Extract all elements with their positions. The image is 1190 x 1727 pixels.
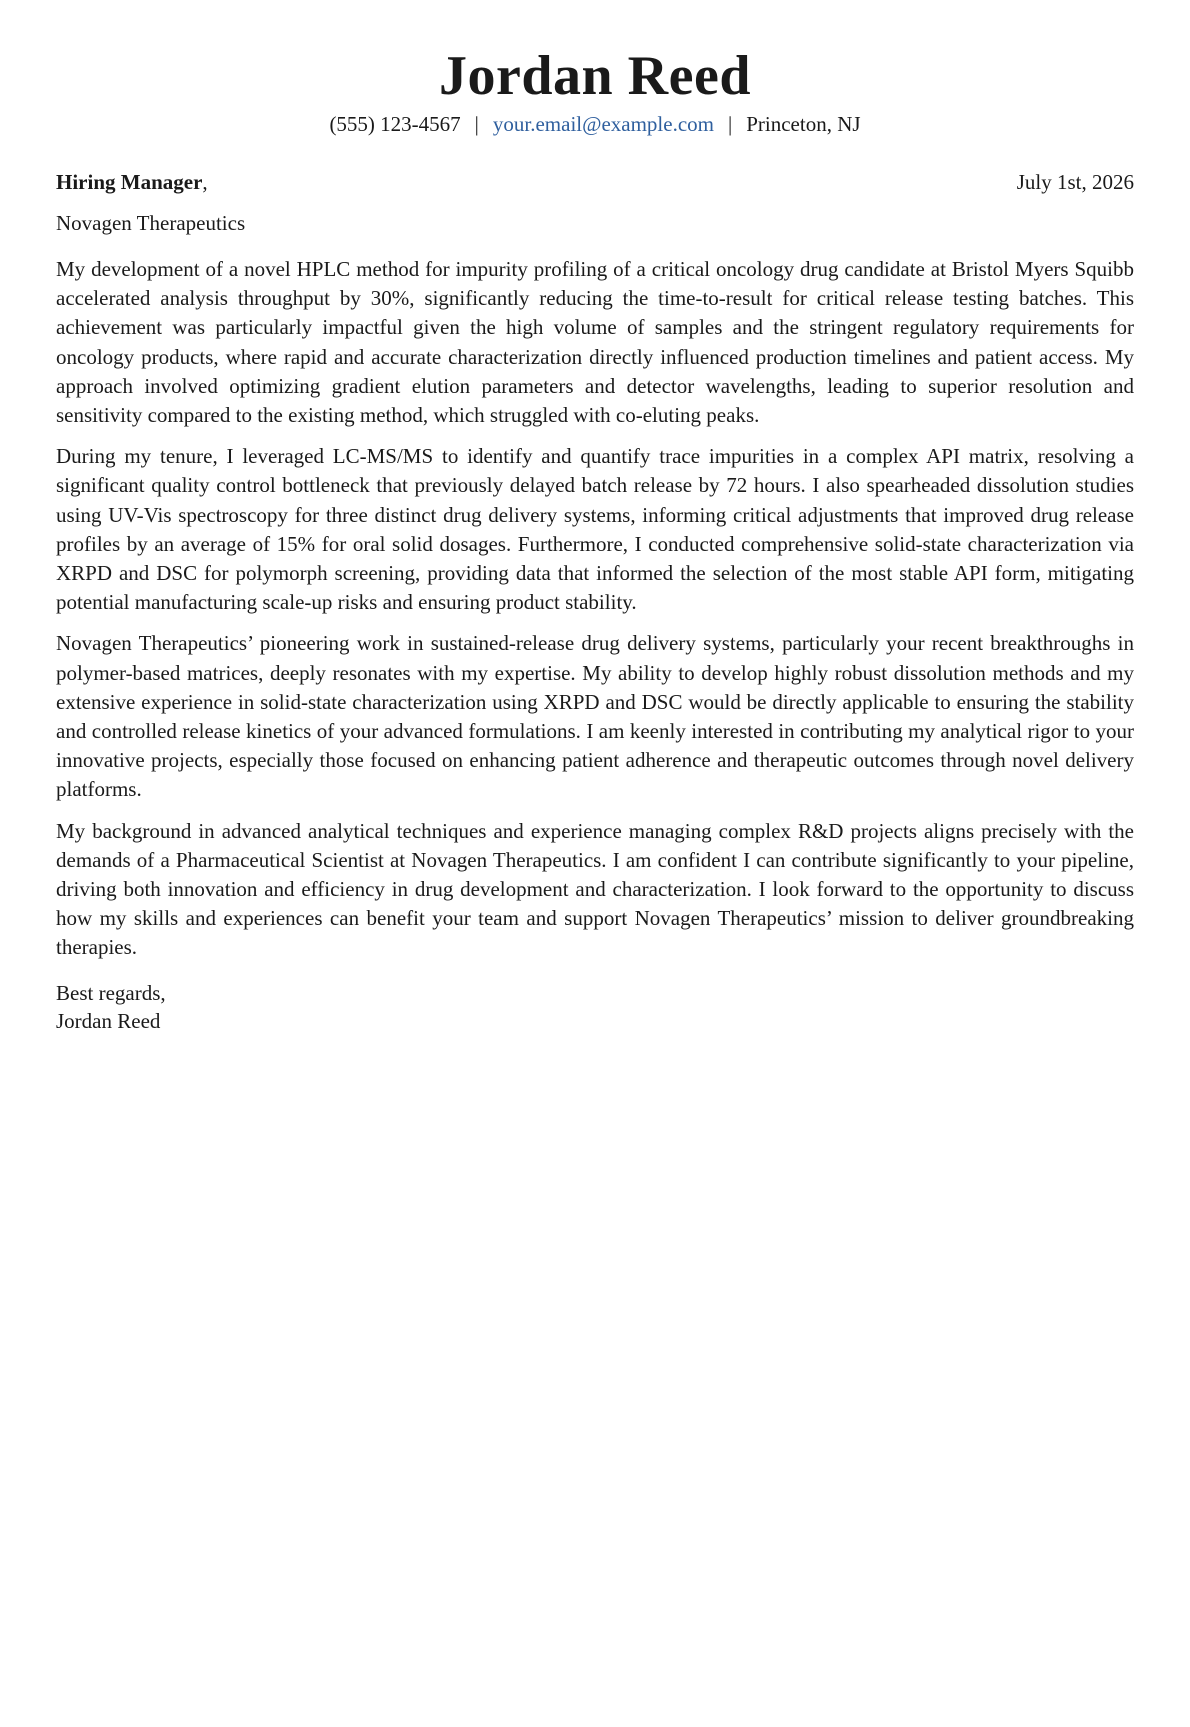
letter-body [56, 255, 1134, 963]
email-link[interactable]: your.email@example.com [492, 112, 714, 136]
closing [56, 979, 1134, 1035]
contact-line [56, 110, 1134, 138]
paragraph: Novagen Therapeutics’ pioneering work in sustained-release drug delivery systems, particularly your recent breakthroughs in polymer-based matrices, deeply resonates with my expertise. My ability to develop highly robust dissolution methods and my extensive experience in solid-state characterization using XRPD and DSC would be directly applicable to ensuring the stability and controlled release kinetics of your advanced formulations. I am keenly interested in contributing my analytical rigor to your innovative projects, especially those focused on enhancing patient adherence and therapeutic outcomes through novel delivery platforms. [56, 631, 1134, 802]
phone-number: (555) 123-4567 [329, 112, 461, 136]
contact-separator: | [728, 112, 733, 136]
salutation-comma: , [202, 170, 208, 194]
hiring-manager: Hiring Manager [56, 170, 203, 194]
cover-letter-page [0, 44, 1190, 1727]
recipient-row [56, 168, 1134, 196]
location: Princeton, NJ [746, 112, 861, 136]
sign-off: Best regards, [56, 980, 166, 1005]
company-name: Novagen Therapeutics [56, 211, 246, 235]
applicant-name: Jordan Reed [439, 45, 751, 107]
paragraph: My development of a novel HPLC method for impurity profiling of a critical oncology drug candidate at Bristol Myers Squibb accelerated analysis throughput by 30%, significantly reducing the time-to-result for critical release testing batches. This achievement was particularly impactful given the high volume of samples and the stringent regulatory requirements for oncology products, where rapid and accurate characterization directly influenced production timelines and patient access. My approach involved optimizing gradient elution parameters and detector wavelengths, leading to superior resolution and sensitivity compared to the existing method, which struggled with co-eluting peaks. [56, 257, 1134, 428]
paragraph: My background in advanced analytical techniques and experience managing complex R&D projects aligns precisely with the demands of a Pharmaceutical Scientist at Novagen Therapeutics. I am confident I can contribute significantly to your pipeline, driving both innovation and efficiency in drug development and characterization. I look forward to the opportunity to discuss how my skills and experiences can benefit your team and support Novagen Therapeutics’ mission to deliver groundbreaking therapies. [56, 818, 1134, 960]
letter-date: July 1st, 2026 [1016, 170, 1134, 194]
paragraph: During my tenure, I leveraged LC-MS/MS to identify and quantify trace impurities in a complex API matrix, resolving a significant quality control bottleneck that previously delayed batch release by 72 hours. I also spearheaded dissolution studies using UV-Vis spectroscopy for three distinct drug delivery systems, informing critical adjustments that improved drug release profiles by an average of 15% for oral solid dosages. Furthermore, I conducted comprehensive solid-state characterization via XRPD and DSC for polymorph screening, providing data that informed the selection of the most stable API form, mitigating potential manufacturing scale-up risks and ensuring product stability. [56, 444, 1134, 615]
signature-name: Jordan Reed [56, 1008, 161, 1033]
salutation [56, 168, 208, 196]
contact-separator: | [474, 112, 479, 136]
